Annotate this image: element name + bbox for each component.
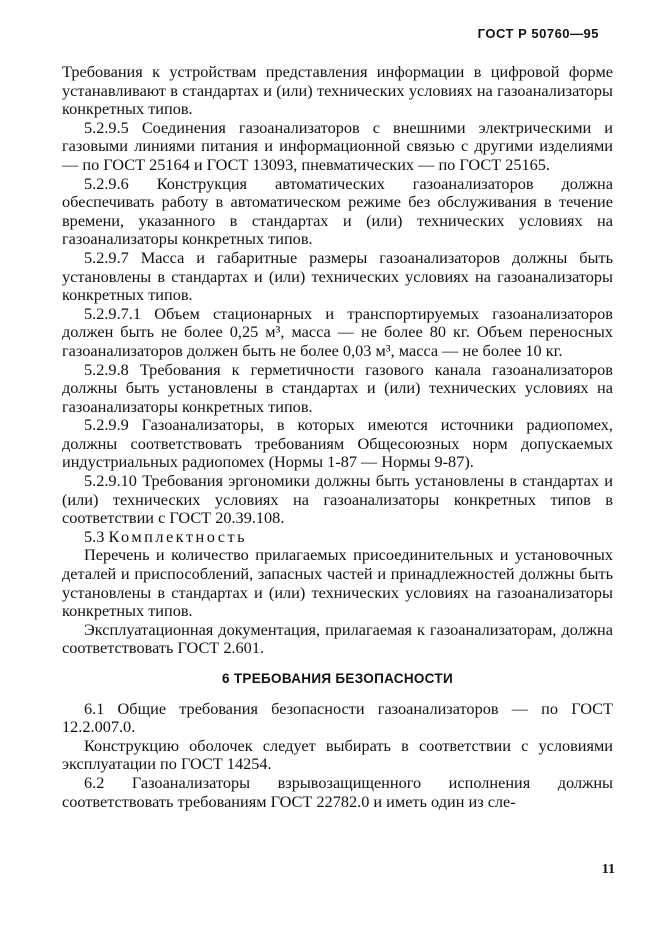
document-body [62,63,613,811]
paragraph-5-2-9-10: 5.2.9.10 Требования эргономики должны быть установлены в стандартах и (или) технических условиях на газоанализаторы конкретных типов в соответствии с ГОСТ 20.39.108. [62,471,613,528]
page-header-standard-code: ГОСТ Р 50760—95 [477,26,599,41]
paragraph-5-2-9-7-1: 5.2.9.7.1 Объем стационарных и транспортируемых газоанализаторов должен быть не более 0,25 м³, масса — не более 80 кг. Объем переносных газоанализаторов должен быть не более 0,03 м³, масса — не более 10 кг. [62,303,613,360]
paragraph-5-2-9-9: 5.2.9.9 Газоанализаторы, в которых имеются источники радиопомех, должны соответствовать требованиям Общесоюзных норм допускаемых индустриальных радиопомех (Нормы 1-87 — Нормы 9-87). [62,415,613,472]
paragraph-5-2-9-6: 5.2.9.6 Конструкция автоматических газоанализаторов должна обеспечивать работу в автоматическом режиме без обслуживания в течение времени, указанного в стандартах и (или) технических условиях на газоанализаторы конкретных типов. [62,173,613,249]
paragraph-5-2-9-8: 5.2.9.8 Требования к герметичности газового канала газоанализаторов должны быть установлены в стандартах и (или) технических условиях на газоанализаторы конкретных типов. [62,359,613,416]
paragraph-5-2-9-7: 5.2.9.7 Масса и габаритные размеры газоанализаторов должны быть установлены в стандартах и (или) технических условиях на газоанализаторы конкретных типов. [62,247,613,305]
subsection-title: Комплектность [108,526,248,546]
paragraph-6-1: 6.1 Общие требования безопасности газоанализаторов — по ГОСТ 12.2.007.0. [62,698,613,737]
subsection-heading-5-3 [62,528,613,547]
section-heading-safety: 6 ТРЕБОВАНИЯ БЕЗОПАСНОСТИ [222,671,453,686]
page-number: 11 [601,862,615,877]
paragraph-5-2-9-5: 5.2.9.5 Соединения газоанализаторов с внешними электрическими и газовыми линиями питания и информационной связью с другими изделиями — по ГОСТ 25164 и ГОСТ 13093, пневматических — по ГОСТ 25165. [62,117,613,174]
subsection-number: 5.3 [84,526,105,546]
paragraph-operational-docs: Эксплуатационная документация, прилагаемая к газоанализаторам, должна соответствовать ГОСТ 2.601. [62,619,613,658]
paragraph-completeness-parts: Перечень и количество прилагаемых присоединительных и установочных деталей и приспособлений, запасных частей и принадлежностей должны быть установлены в стандартах и (или) технических условиях на газоанализаторы конкретных типов. [62,545,613,621]
paragraph-enclosure-design: Конструкцию оболочек следует выбирать в соответствии с условиями эксплуатации по ГОСТ 14254. [62,735,613,774]
paragraph-display-requirements: Требования к устройствам представления информации в цифровой форме устанавливают в стандартах и (или) технических условиях на газоанализаторы конкретных типов. [62,62,613,119]
paragraph-6-2: 6.2 Газоанализаторы взрывозащищенного исполнения должны соответствовать требованиям ГОСТ 22782.0 и иметь один из сле- [62,772,613,811]
